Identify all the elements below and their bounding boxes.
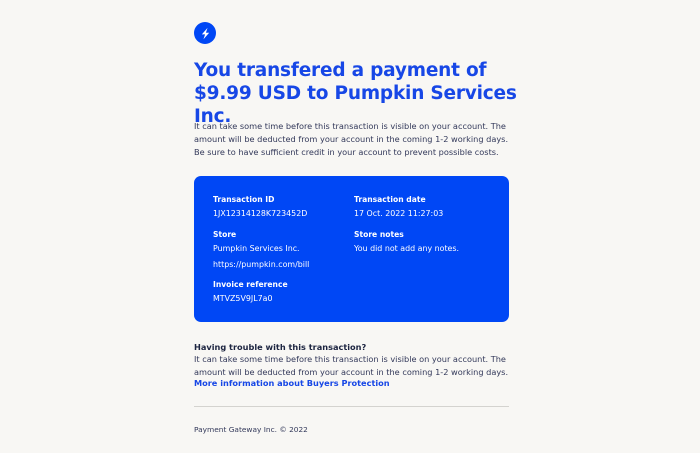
- store-notes-label: Store notes: [354, 230, 404, 239]
- help-title: Having trouble with this transaction?: [194, 342, 367, 352]
- buyers-protection-link[interactable]: More information about Buyers Protection: [194, 378, 390, 388]
- page-title: You transfered a payment of $9.99 USD to Pumpkin Services Inc.: [194, 60, 517, 127]
- footer-copyright: Payment Gateway Inc. © 2022: [194, 425, 308, 434]
- store-name: Pumpkin Services Inc.: [213, 244, 300, 253]
- footer-divider: [194, 406, 509, 407]
- transaction-date-value: 17 Oct. 2022 11:27:03: [354, 209, 444, 218]
- brand-logo: [194, 22, 216, 44]
- store-label: Store: [213, 230, 237, 239]
- transaction-date-label: Transaction date: [354, 195, 426, 204]
- intro-text: It can take some time before this transaction is visible on your account. The amount will be deducted from your account in the coming 1-2 working days. Be sure to have sufficient credit in your account to prevent possible costs.: [194, 121, 509, 157]
- store-url: https://pumpkin.com/bill: [213, 260, 310, 269]
- transaction-details-card: [194, 176, 509, 322]
- invoice-reference-value: MTVZ5V9JL7a0: [213, 294, 273, 303]
- store-notes-value: You did not add any notes.: [354, 244, 460, 253]
- invoice-reference-label: Invoice reference: [213, 280, 288, 289]
- transaction-id-value: 1JX12314128K723452D: [213, 209, 308, 218]
- transaction-id-label: Transaction ID: [213, 195, 275, 204]
- lightning-bolt-icon: [199, 27, 212, 40]
- help-text: It can take some time before this transaction is visible on your account. The amount will be deducted from your account in the coming 1-2 working days.: [194, 354, 509, 377]
